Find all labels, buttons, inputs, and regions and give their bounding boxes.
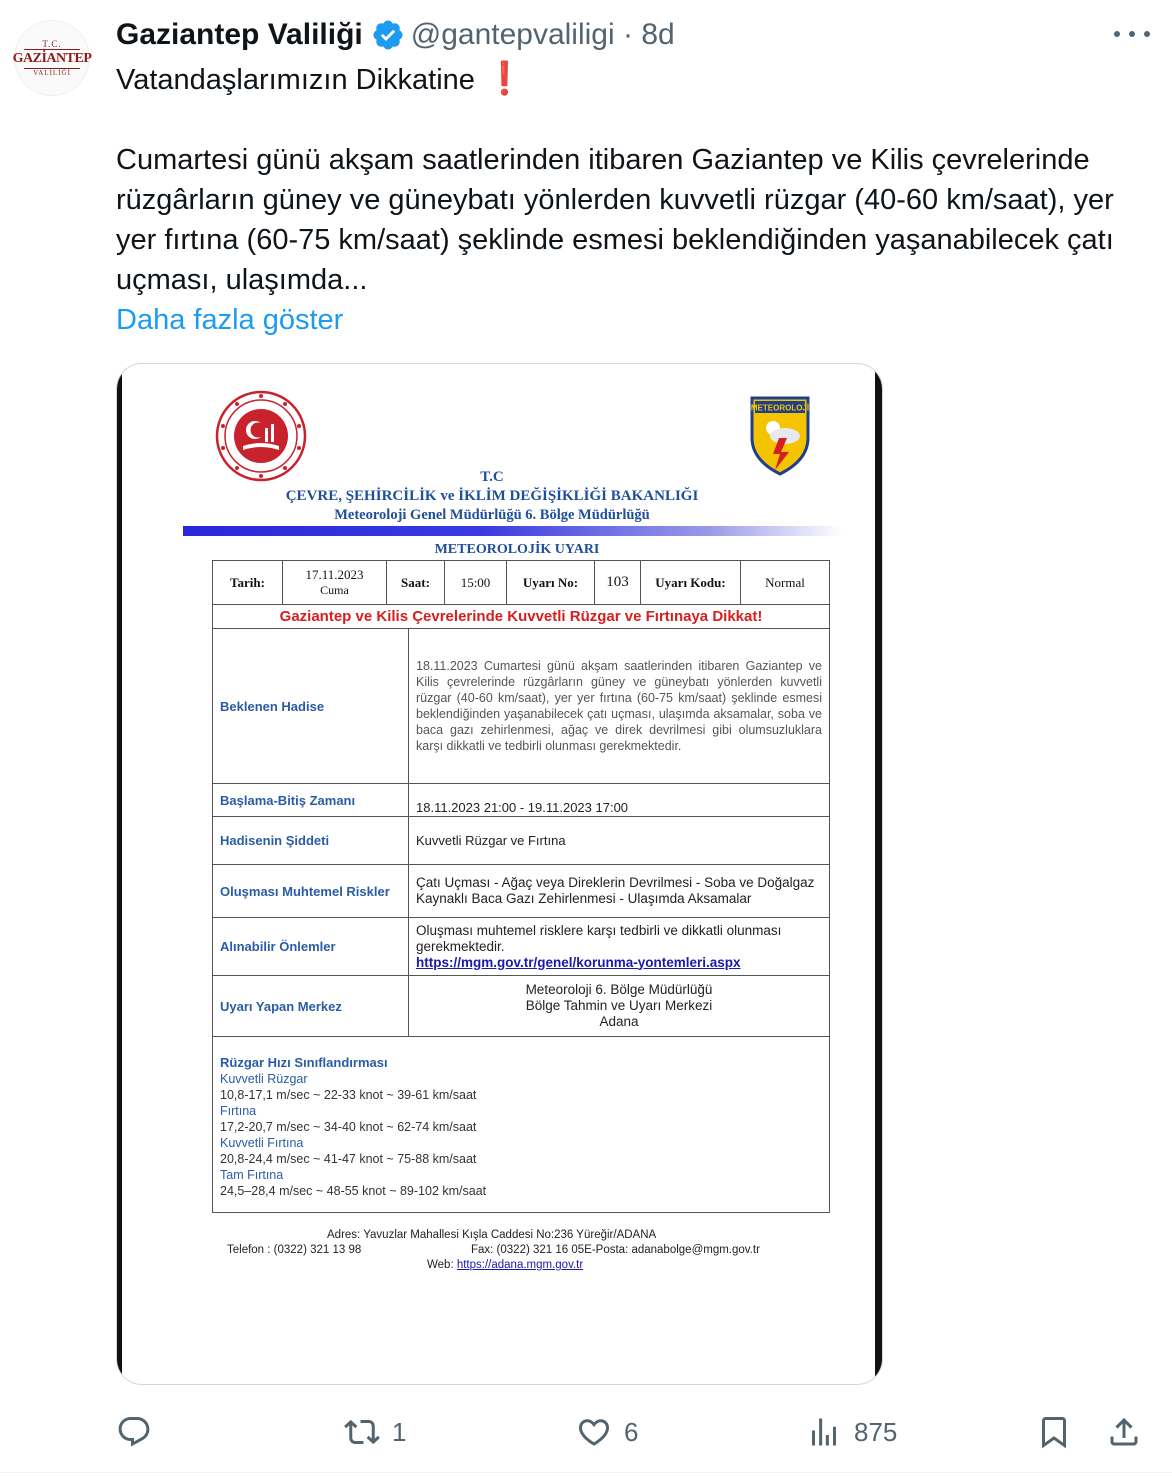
footer-web: [227, 1258, 817, 1273]
header-divider-bar: [183, 526, 843, 536]
wind-class-value: 10,8-17,1 m/sec ~ 22-33 knot ~ 39-61 km/saat: [220, 1088, 477, 1102]
issuing-center-label: Uyarı Yapan Merkez: [213, 976, 409, 1036]
period-cell: [409, 784, 829, 816]
time-label: Saat:: [387, 561, 445, 605]
share-icon: [1106, 1414, 1142, 1450]
author-handle[interactable]: @gantepvaliligi: [410, 18, 615, 51]
tweet-time[interactable]: 8d: [641, 18, 675, 51]
severity-label: Hadisenin Şiddeti: [213, 817, 409, 864]
row-expected-event: [213, 629, 829, 783]
tweet-line-1: [116, 58, 1146, 100]
tweet-media-image[interactable]: [116, 363, 883, 1385]
more-dot-icon: [1129, 31, 1135, 37]
retweet-icon: [344, 1414, 380, 1450]
svg-text:METEOROLOJİ: METEOROLOJİ: [750, 403, 810, 413]
warning-title: METEOROLOJİK UYARI: [434, 542, 600, 557]
retweet-count: 1: [392, 1416, 407, 1447]
tweet-actions: [0, 1400, 1172, 1464]
footer-phone: Telefon : (0322) 321 13 98: [227, 1244, 362, 1256]
retweet-button[interactable]: [344, 1410, 406, 1454]
reply-icon: [116, 1414, 152, 1450]
avatar-city-text: GAZİANTEP: [12, 50, 92, 66]
meteoroloji-shield-icon: [749, 394, 811, 476]
wind-class-name: Kuvvetli Fırtına: [220, 1136, 304, 1150]
bottom-divider: [0, 1472, 1172, 1473]
views-chart-icon: [806, 1414, 842, 1450]
date-cell: [283, 561, 387, 605]
warning-document: [117, 364, 882, 1384]
more-dot-icon: [1114, 31, 1120, 37]
org-tc: T.C: [480, 469, 504, 485]
wind-class-value: 24,5–28,4 m/sec ~ 48-55 knot ~ 89-102 km/saat: [220, 1184, 487, 1198]
risks-label: Oluşması Muhtemel Riskler: [213, 865, 409, 917]
wind-class-value: 17,2-20,7 m/sec ~ 34-40 knot ~ 62-74 km/saat: [220, 1120, 477, 1134]
warning-meta-table: [212, 560, 830, 605]
warning-code-value: Normal: [741, 561, 830, 605]
time-value: 15:00: [445, 561, 507, 605]
date-value: 17.11.2023: [305, 567, 364, 582]
date-day: Cuma: [320, 583, 349, 597]
footer-fax-email: Fax: (0322) 321 16 05E-Posta: adanabolge@mgm.gov.tr: [471, 1244, 760, 1256]
issuing-center-line-3: Adana: [599, 1014, 639, 1029]
heart-icon: [576, 1414, 612, 1450]
measures-label: Alınabilir Önlemler: [213, 918, 409, 975]
period-label: Başlama-Bitiş Zamanı: [213, 784, 409, 816]
avatar-tc-text: T.C.: [24, 39, 80, 50]
expected-event-value: 18.11.2023 Cumartesi günü akşam saatlerinden itibaren Gaziantep ve Kilis çevrelerinde rüzgârların güney ve güneybatı yönlerden kuvvetli rüzgar (40-60 km/saat), yer yer fırtına (60-75 km/saat) şeklinde esmesi beklendiğinden yaşanabilecek çatı uçması, ulaşımda aksamalar, soba ve baca gazı zehirlenmesi, ağaç ve direk devrilmesi gibi olumsuzluklara karşı dikkatli ve tedbirli olunması gerekmektedir.: [416, 659, 822, 753]
measures-link[interactable]: https://mgm.gov.tr/genel/korunma-yontemleri.aspx: [416, 954, 741, 970]
wind-class-name: Fırtına: [220, 1104, 257, 1118]
views-button[interactable]: [806, 1410, 897, 1454]
row-issuing-center: [213, 975, 829, 1036]
views-count: 875: [854, 1416, 898, 1447]
bookmark-button[interactable]: [1036, 1410, 1072, 1454]
footer-contacts: [227, 1243, 817, 1258]
meteoroloji-logo: [749, 394, 811, 476]
severity-value: Kuvvetli Rüzgar ve Fırtına: [416, 832, 566, 848]
tweet-header: [116, 16, 675, 54]
risks-cell: [409, 865, 829, 917]
tweet-text: [116, 58, 1146, 340]
show-more-link[interactable]: Daha fazla göster: [116, 304, 344, 336]
row-measures: [213, 917, 829, 975]
wind-classification: [212, 1035, 830, 1213]
period-value: 18.11.2023 21:00 - 19.11.2023 17:00: [416, 800, 629, 815]
more-dot-icon: [1144, 31, 1150, 37]
like-count: 6: [624, 1416, 639, 1447]
avatar-bottom-text: VALİLİĞİ: [24, 68, 80, 78]
expected-event-label: Beklenen Hadise: [213, 629, 409, 783]
more-options-button[interactable]: [1114, 22, 1150, 46]
footer-web-label: Web:: [427, 1259, 454, 1271]
like-button[interactable]: [576, 1410, 638, 1454]
org-ministry: ÇEVRE, ŞEHİRCİLİK ve İKLİM DEĞİŞİKLİĞİ BAKANLIĞI: [285, 488, 699, 504]
tweet-body: Cumartesi günü akşam saatlerinden itibaren Gaziantep ve Kilis çevrelerinde rüzgârların güney ve güneybatı yönlerden kuvvetli rüzgar (40-60 km/saat), yer yer fırtına (60-75 km/saat) şeklinde esmesi beklendiğinden yaşanabilecek çatı uçması, ulaşımda...: [116, 144, 1114, 296]
exclamation-emoji-icon: ❗: [484, 60, 525, 96]
measures-cell: [409, 918, 829, 975]
issuing-center-line-2: Bölge Tahmin ve Uyarı Merkezi: [525, 998, 713, 1013]
warning-no-value: 103: [595, 561, 641, 605]
date-label: Tarih:: [213, 561, 283, 605]
wind-class-value: 20,8-24,4 m/sec ~ 41-47 knot ~ 75-88 km/saat: [220, 1152, 477, 1166]
share-button[interactable]: [1106, 1410, 1142, 1454]
expected-event-cell: [409, 629, 829, 783]
row-period: [213, 783, 829, 816]
wind-classification-title: Rüzgar Hızı Sınıflandırması: [220, 1055, 388, 1070]
scan-edge-left: [117, 364, 122, 1384]
measures-value: Oluşması muhtemel risklere karşı tedbirli ve dikkatli olunması gerekmektedir.: [416, 922, 782, 954]
alert-headline: Gaziantep ve Kilis Çevrelerinde Kuvvetli Rüzgar ve Fırtınaya Dikkat!: [212, 604, 830, 629]
bookmark-icon: [1036, 1414, 1072, 1450]
row-risks: [213, 864, 829, 917]
meta-row: [213, 561, 830, 605]
scan-edge-right: [875, 364, 882, 1384]
tweet-headline: Vatandaşlarımızın Dikkatine: [116, 64, 475, 96]
row-severity: [213, 816, 829, 864]
document-footer: [227, 1228, 817, 1273]
reply-button[interactable]: [116, 1410, 164, 1454]
org-department: Meteoroloji Genel Müdürlüğü 6. Bölge Müdürlüğü: [334, 507, 650, 523]
warning-no-label: Uyarı No:: [507, 561, 595, 605]
avatar[interactable]: [14, 20, 90, 96]
issuing-center-line-1: Meteoroloji 6. Bölge Müdürlüğü: [525, 982, 713, 997]
warning-code-label: Uyarı Kodu:: [641, 561, 741, 605]
risks-value: Çatı Uçması - Ağaç veya Direklerin Devrilmesi - Soba ve Doğalgaz Kaynaklı Baca Gazı Zehirlenmesi - Ulaşımda Aksamalar: [416, 875, 815, 906]
verified-badge-icon: [371, 18, 405, 52]
footer-address: Adres: Yavuzlar Mahallesi Kışla Caddesi No:236 Yüreğir/ADANA: [327, 1229, 657, 1241]
warning-details-grid: [212, 629, 830, 1037]
wind-class-name: Tam Fırtına: [220, 1168, 284, 1182]
issuing-center-cell: [409, 976, 829, 1036]
footer-web-url[interactable]: https://adana.mgm.gov.tr: [456, 1259, 584, 1271]
wind-class-name: Kuvvetli Rüzgar: [220, 1072, 308, 1086]
author-name[interactable]: Gaziantep Valiliği: [116, 18, 363, 51]
severity-cell: [409, 817, 829, 864]
dot-separator: ·: [614, 18, 642, 51]
